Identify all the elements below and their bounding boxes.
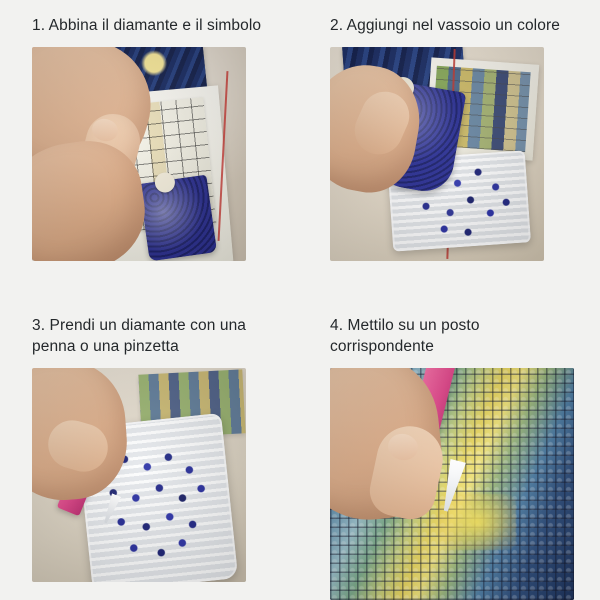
step-card-3 [0, 300, 300, 600]
step-photo-4 [330, 368, 574, 600]
step-photo-3 [32, 368, 246, 582]
step-photo-2 [330, 47, 544, 261]
step-title-3: 3. Prendi un diamante con una penna o una pinzetta [32, 317, 247, 355]
step-title-4: 4. Mettilo su un posto corrispondente [330, 317, 480, 355]
step-photo-1 [32, 47, 246, 261]
diamond-bag [139, 175, 217, 261]
step-card-4 [300, 300, 600, 600]
step-title-1: 1. Abbina il diamante e il simbolo [32, 17, 262, 34]
step-title-2: 2. Aggiungi nel vassoio un colore [330, 17, 560, 34]
step-card-2 [300, 0, 600, 300]
step-card-1 [0, 0, 300, 300]
